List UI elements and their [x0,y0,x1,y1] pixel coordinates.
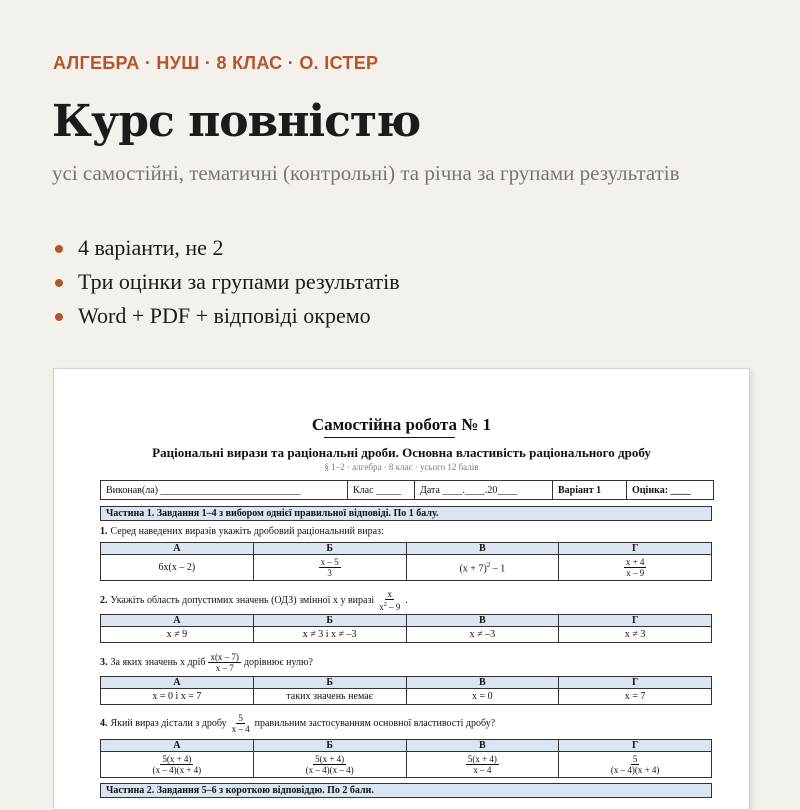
option-header: Б [253,740,406,752]
answers-table-q2 [100,614,712,643]
page-subtitle: усі самостійні, тематичні (контрольні) та річна за групами результатів [52,161,680,185]
fraction-denominator: (x – 4)(x + 4) [152,765,202,775]
option-header: А [101,543,254,555]
fraction-denominator: 3 [327,568,332,578]
option-header: В [406,543,559,555]
option-header: Г [559,615,712,627]
answer-cell [101,752,254,778]
question-number: 1. [100,526,108,537]
question-text: За яких значень x дріб [110,657,206,668]
answer-cell [253,555,406,581]
option-header: Г [559,740,712,752]
bullet-dot-icon [55,313,63,321]
fraction-numerator: x [387,589,392,599]
question-1 [100,526,384,537]
question-2 [100,589,408,612]
answer-cell: x ≠ 3 і x ≠ –3 [253,627,406,643]
answer-cell [559,752,712,778]
answer-cell [253,752,406,778]
option-header: А [101,740,254,752]
fraction-numerator: 5(x + 4) [467,754,497,764]
answer-base: (x + 7) [459,563,487,575]
question-number: 3. [100,657,108,668]
variant-label: Варіант 1 [553,481,627,499]
part1-header: Частина 1. Завдання 1–4 з вибором однієї правильної відповіді. По 1 балу. [100,506,712,521]
worksheet-title: Самостійна робота № 1 [311,415,492,434]
answer-cell: x ≠ –3 [406,627,559,643]
option-header: Б [253,615,406,627]
answer-tail: – 1 [490,563,506,575]
answer-cell [559,555,712,581]
question-4 [100,713,495,734]
date-field: Дата ____.____.20____ [415,481,553,499]
class-field: Клас _____ [348,481,415,499]
denominator-tail: – 9 [386,602,401,612]
fraction-denominator: x – 4 [473,765,492,775]
option-header: Б [253,543,406,555]
answers-table-q3 [100,676,712,705]
fraction-numerator: x(x – 7) [210,652,239,662]
answer-cell [406,752,559,778]
fraction-denominator: (x – 4)(x – 4) [305,765,354,775]
feature-text: Три оцінки за групами результатів [78,269,400,294]
option-header: Г [559,543,712,555]
feature-text: 4 варіанти, не 2 [78,235,224,260]
answer-cell: x ≠ 3 [559,627,712,643]
fraction-numerator: 5 [238,713,243,723]
fraction-denominator: x – 4 [231,724,250,734]
feature-text: Word + PDF + відповіді окремо [78,303,371,328]
question-end: . [405,595,408,606]
question-text: Серед наведених виразів укажіть дробовий раціональний вираз: [110,526,384,537]
feature-item [52,265,400,299]
fraction-denominator: x – 7 [215,663,234,673]
denominator-exponent: 2 [383,602,387,608]
course-eyebrow: АЛГЕБРА · НУШ · 8 КЛАС · О. ІСТЕР [53,53,379,73]
question-3 [100,652,313,673]
page-title: Курс повністю [52,96,421,147]
fraction-denominator: x – 9 [626,568,645,578]
option-header: В [406,677,559,689]
answer-cell [406,555,559,581]
answers-table-q1 [100,542,712,581]
worksheet-topic: Раціональні вирази та раціональні дроби. Основна властивість раціонального дробу [152,445,651,460]
option-header: В [406,615,559,627]
part2-header: Частина 2. Завдання 5–6 з короткою відповіддю. По 2 бали. [100,783,712,798]
denominator-base: x [379,602,384,612]
feature-item [52,231,400,265]
fraction-denominator [377,600,402,612]
bullet-dot-icon [55,245,63,253]
student-info-row [100,480,714,500]
answers-table-q4 [100,739,712,778]
answer-cell: 6x(x – 2) [101,555,254,581]
answer-cell: x ≠ 9 [101,627,254,643]
answer-exponent: 2 [486,560,491,569]
option-header: А [101,677,254,689]
title-underline [324,437,455,438]
question-number: 4. [100,718,108,729]
answer-cell: x = 7 [559,689,712,705]
question-text: Який вираз дістали з дробу [110,718,227,729]
bullet-dot-icon [55,279,63,287]
question-text: Укажіть область допустимих значень (ОДЗ) змінної x у виразі [110,595,375,606]
name-field: Виконав(ла) ____________________________ [101,481,348,499]
fraction-numerator: x – 5 [320,557,339,567]
answer-cell: таких значень немає [253,689,406,705]
worksheet-preview [53,368,750,810]
option-header: Г [559,677,712,689]
fraction-numerator: 5 [632,754,638,764]
option-header: Б [253,677,406,689]
question-number: 2. [100,595,108,606]
fraction-numerator: 5(x + 4) [162,754,192,764]
grade-field: Оцінка: ____ [632,484,691,496]
feature-list [52,231,400,333]
feature-item [52,299,400,333]
option-header: А [101,615,254,627]
fraction-denominator: (x – 4)(x + 4) [610,765,660,775]
worksheet-meta: § 1–2 · алгебра · 8 клас · усього 12 балів [324,462,479,472]
fraction-numerator: x + 4 [625,557,645,567]
option-header: В [406,740,559,752]
question-tail: правильним застосуванням основної властивості дробу? [254,718,496,729]
fraction-numerator: 5(x + 4) [315,754,345,764]
answer-cell: x = 0 [406,689,559,705]
answer-cell: x = 0 і x = 7 [101,689,254,705]
question-tail: дорівнює нулю? [243,657,313,668]
